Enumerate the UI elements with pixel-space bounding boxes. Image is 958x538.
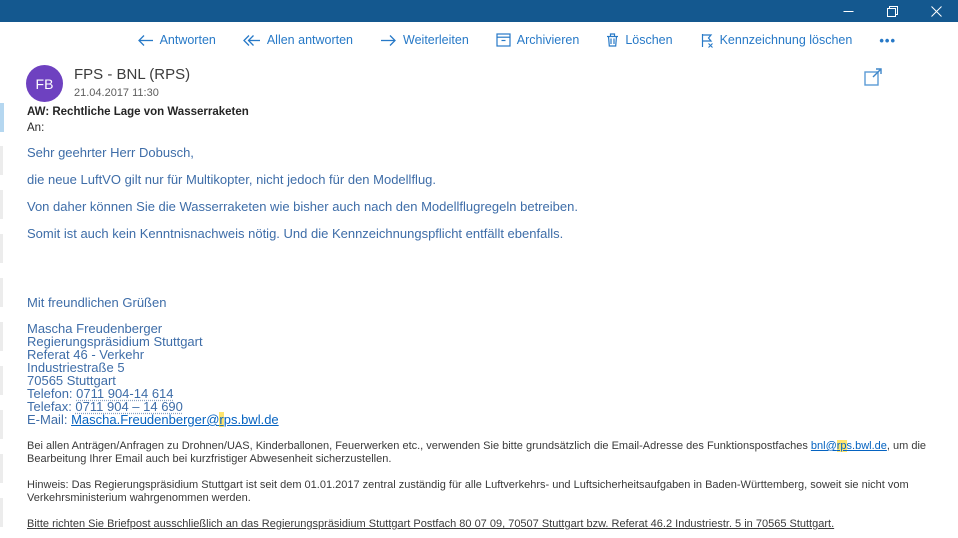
- delete-label: Löschen: [625, 33, 673, 47]
- email-label: E-Mail:: [27, 412, 72, 427]
- body-paragraph: Sehr geehrter Herr Dobusch,: [27, 145, 194, 160]
- signature-email: [27, 413, 943, 426]
- functional-mailbox-link[interactable]: [811, 440, 887, 452]
- reply-label: Antworten: [159, 33, 216, 47]
- message-datetime: 21.04.2017 11:30: [74, 87, 159, 99]
- body-paragraph: die neue LuftVO gilt nur für Multikopter, nicht jedoch für den Modellflug.: [27, 172, 437, 187]
- trash-icon: [606, 33, 619, 47]
- forward-button[interactable]: [380, 33, 469, 47]
- signature-city: 70565 Stuttgart: [27, 373, 116, 388]
- search-highlight: rp: [836, 440, 847, 452]
- forward-arrow-icon: [380, 34, 397, 47]
- fax-label: Telefax:: [27, 399, 76, 414]
- reply-all-button[interactable]: [243, 33, 353, 47]
- closing-line: Mit freundlichen Grüßen: [27, 295, 167, 310]
- archive-button[interactable]: [496, 33, 580, 47]
- open-in-new-window-button[interactable]: [862, 66, 886, 90]
- email-link-text: ps.bwl.de: [223, 412, 279, 427]
- footer-paragraph-functional-mailbox: [27, 440, 943, 466]
- avatar: [26, 65, 63, 102]
- minimize-button[interactable]: [826, 0, 870, 22]
- more-actions-button[interactable]: [879, 33, 896, 48]
- clear-flag-label: Kennzeichnung löschen: [719, 33, 853, 47]
- body-paragraph: Von daher können Sie die Wasserraketen wie bisher auch nach den Modellflugregeln betreiben.: [27, 199, 578, 214]
- signature-street: Industriestraße 5: [27, 360, 125, 375]
- archive-icon: [496, 33, 511, 47]
- footer-paragraph-hinweis: Hinweis: Das Regierungspräsidium Stuttgart ist seit dem 01.01.2017 zentral zuständig für alle Luftverkehrs- und Luftsicherheitsaufgaben in Baden-Württemberg, soweit sie nicht vom Verkehrsministerium wahrgenommen werden.: [27, 479, 909, 504]
- footer-paragraph-postal-address: Bitte richten Sie Briefpost ausschließlich an das Regierungspräsidium Stuttgart Postfach 80 07 09, 70507 Stuttgart bzw. Referat 46.2 Industriestr. 5 in 70565 Stuttgart.: [27, 518, 835, 530]
- forward-label: Weiterleiten: [403, 33, 469, 47]
- signature-email-link[interactable]: [71, 412, 279, 427]
- list-pane-edge-items: [0, 146, 3, 538]
- search-highlight: r: [219, 412, 224, 427]
- title-bar: [0, 0, 958, 22]
- popout-icon: [863, 76, 885, 91]
- clear-flag-icon: [700, 33, 714, 48]
- footer-disclaimers: [27, 440, 943, 531]
- footer-link-text: s.bwl.de: [846, 440, 887, 452]
- message-header: [26, 65, 190, 102]
- footer-link-text: bnl@: [810, 440, 837, 452]
- footer-text: Bei allen Anträgen/Anfragen zu Drohnen/UAS, Kinderballonen, Feuerwerken etc., verwenden Sie bitte grundsätzlich die Email-Adresse des Funktionspostfaches: [27, 440, 811, 452]
- restore-icon: [887, 6, 898, 17]
- phone-number: 0711 904-14 614: [76, 386, 174, 401]
- fax-number: 0711 904 – 14 690: [75, 399, 183, 414]
- signature-org: Regierungspräsidium Stuttgart: [27, 334, 203, 349]
- message-body: [27, 146, 943, 531]
- sender-name: FPS - BNL (RPS): [74, 66, 191, 83]
- delete-button[interactable]: [606, 33, 672, 47]
- signature-name: Mascha Freudenberger: [27, 321, 163, 336]
- body-paragraph: Somit ist auch kein Kenntnisnachweis nötig. Und die Kennzeichnungspflicht entfällt ebenfalls.: [27, 226, 564, 241]
- command-toolbar: [0, 22, 958, 58]
- reply-all-label: Allen antworten: [266, 33, 354, 47]
- archive-label: Archivieren: [516, 33, 580, 47]
- more-dots-icon: •••: [879, 32, 896, 48]
- close-icon: [931, 6, 942, 17]
- subject-line: AW: Rechtliche Lage von Wasserraketen: [27, 106, 249, 118]
- close-button[interactable]: [914, 0, 958, 22]
- signature-dept: Referat 46 - Verkehr: [27, 347, 145, 362]
- reply-arrow-icon: [137, 34, 154, 47]
- phone-label: Telefon:: [27, 386, 77, 401]
- clear-flag-button[interactable]: [700, 33, 853, 48]
- restore-button[interactable]: [870, 0, 914, 22]
- minimize-icon: [843, 6, 854, 17]
- reply-all-arrow-icon: [243, 34, 261, 47]
- to-recipients: An:: [27, 122, 45, 134]
- avatar-initials: FB: [35, 75, 54, 92]
- email-link-text: Mascha.Freudenberger@: [71, 412, 220, 427]
- list-pane-edge-highlight: [0, 103, 4, 132]
- footer-text: , um die Bearbeitung Ihrer Email auch bei kurzfristiger Abwesenheit sicherzustellen.: [27, 440, 927, 465]
- signature-block: [27, 322, 943, 426]
- reply-button[interactable]: [137, 33, 216, 47]
